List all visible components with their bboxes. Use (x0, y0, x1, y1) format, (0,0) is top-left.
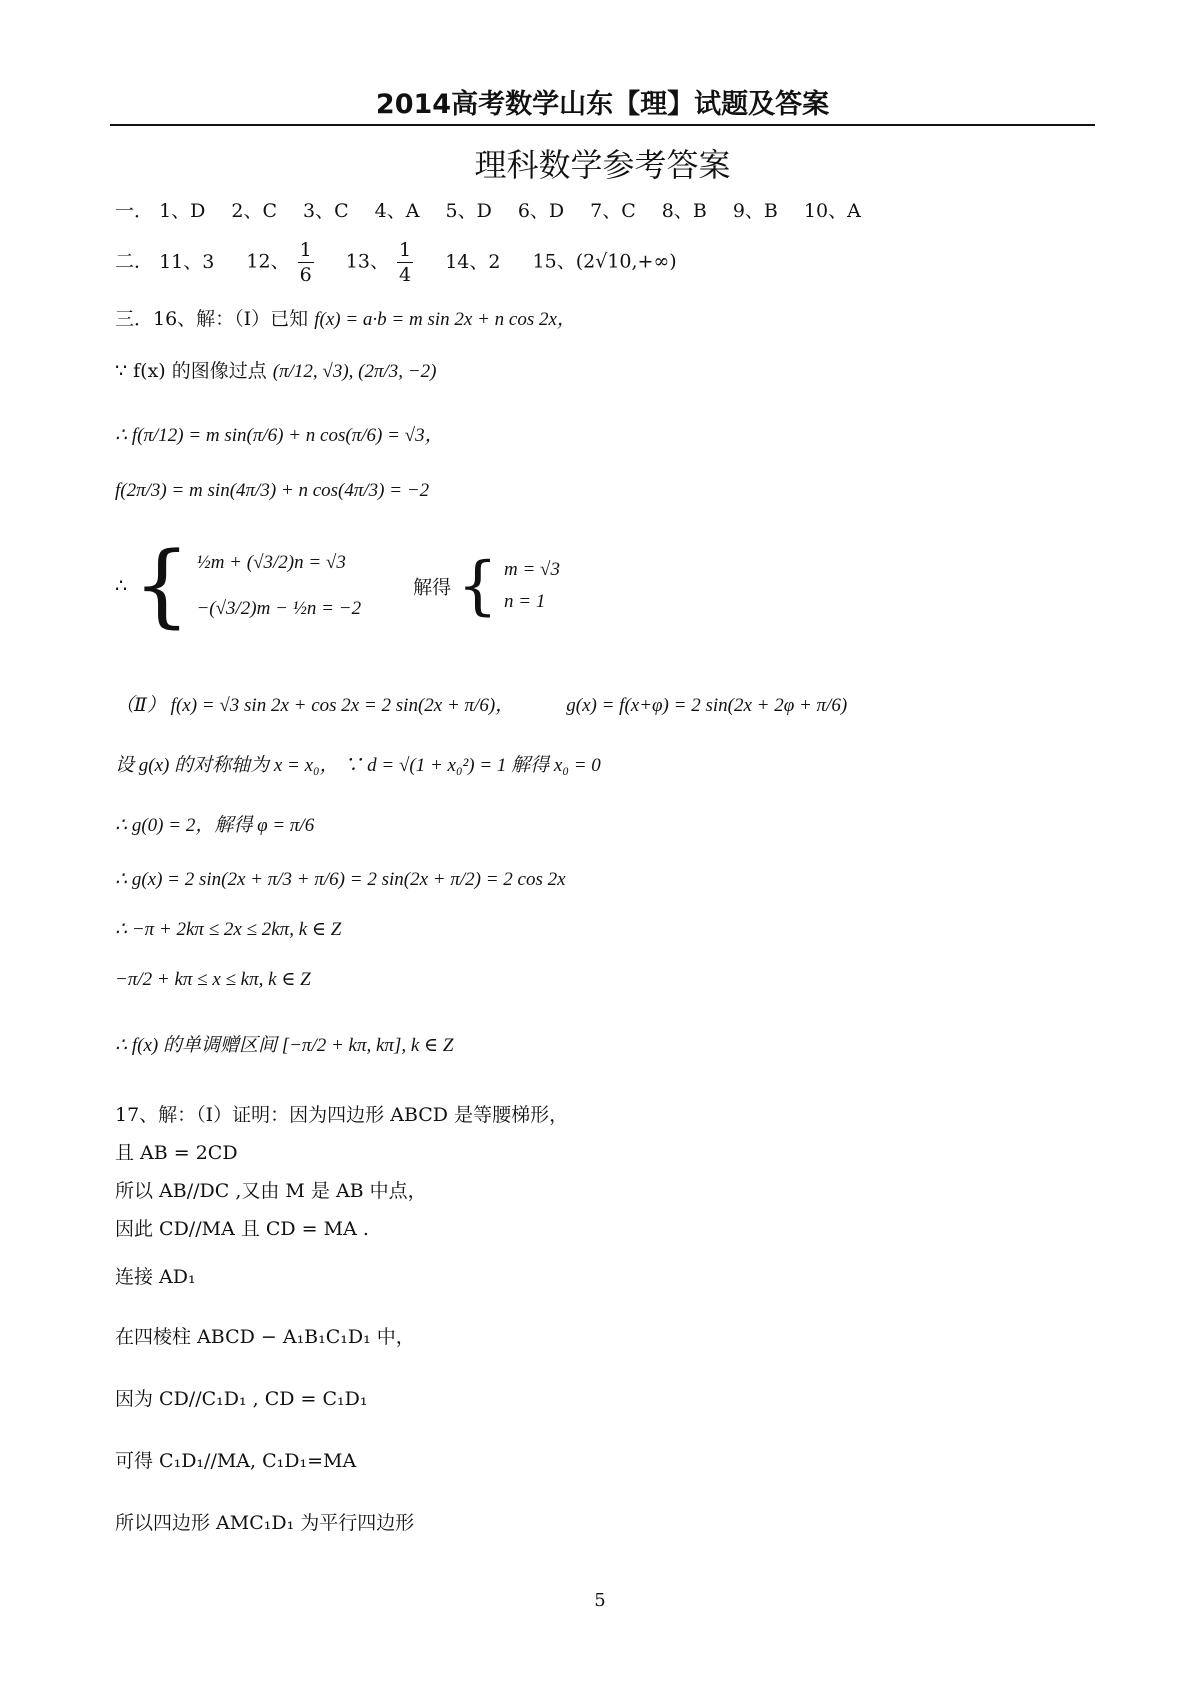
answer-13-den: 4 (399, 264, 412, 286)
choice-answer: 6、D (517, 200, 565, 222)
answer-13-num: 1 (399, 239, 412, 261)
answer-13-fraction (397, 238, 413, 287)
answer-13-label: 13、 (345, 250, 389, 273)
answer-15: 15、(2√10,+∞) (532, 250, 677, 273)
q16-part2-line-1 (115, 690, 847, 717)
q17-line-1: 17、解：（Ⅰ）证明：因为四边形 ABCD 是等腰梯形， (115, 1104, 569, 1126)
answer-11: 11、3 (159, 250, 215, 273)
part2-prefix: 二． (115, 250, 154, 273)
q16-line-2-text: ∵ f(x) 的图像过点 (115, 360, 267, 382)
solution-1: m = √3 (504, 559, 560, 580)
q17-line-3: 所以 AB//DC ,又由 M 是 AB 中点， (115, 1180, 427, 1202)
page-title: 2014高考数学山东【理】试题及答案 (375, 89, 830, 120)
q17-line-9: 所以四边形 AMC₁D₁ 为平行四边形 (115, 1512, 415, 1534)
q17-line-8: 可得 C₁D₁//MA, C₁D₁=MA (115, 1450, 357, 1472)
answer-12-label: 12、 (246, 250, 290, 273)
equation-system (196, 540, 361, 632)
q16-part2-line-2: 设 g(x) 的对称轴为 x = x₀， ∵ d = √(1 + x₀²) = 1 解得 x₀ = 0 (115, 755, 601, 776)
q16-part2-line-3: ∴ g(0) = 2，解得 φ = π/6 (115, 815, 315, 836)
answer-14: 14、2 (445, 250, 501, 273)
q16-part2-line-6: −π/2 + kπ ≤ x ≤ kπ, k ∈ Z (115, 969, 311, 990)
choice-answer: 1、D (159, 200, 206, 222)
q16-part2-line-4: ∴ g(x) = 2 sin(2x + π/3 + π/6) = 2 sin(2x + π/2) = 2 cos 2x (115, 869, 566, 890)
choice-answer: 4、A (374, 200, 420, 222)
section-title: 理科数学参考答案 (474, 146, 731, 184)
system-equation-2: −(√3/2)m − ½n = −2 (196, 598, 362, 619)
solution-2: n = 1 (504, 591, 546, 612)
choice-answer: 7、C (590, 200, 636, 222)
q16-part2-g: g(x) = f(x+φ) = 2 sin(2x + 2φ + π/6) (566, 695, 848, 716)
q16-line-3: ∴ f(π/12) = m sin(π/6) + n cos(π/6) = √3， (115, 425, 444, 446)
q17-line-2: 且 AB = 2CD (115, 1142, 238, 1164)
q16-line-1 (115, 304, 576, 331)
solution-brace: { (457, 549, 498, 623)
solution-system (504, 554, 560, 618)
q16-line-1-text: 三．16、解：（Ⅰ）已知 (115, 308, 309, 330)
q16-line-4: f(2π/3) = m sin(4π/3) + n cos(4π/3) = −2 (115, 480, 430, 501)
q17-line-6: 在四棱柱 ABCD − A₁B₁C₁D₁ 中， (115, 1326, 415, 1348)
part1-prefix: 一． (115, 200, 154, 222)
answer-12-den: 6 (299, 264, 312, 286)
header-rule (110, 124, 1095, 126)
q17-line-4: 因此 CD//MA 且 CD = MA . (115, 1218, 369, 1240)
choice-answer: 5、D (445, 200, 492, 222)
solve-label: 解得 (413, 576, 452, 599)
q17-line-5: 连接 AD₁ (115, 1266, 196, 1288)
q16-line-1-math: f(x) = a·b = m sin 2x + n cos 2x， (314, 309, 576, 330)
choice-answers (159, 200, 887, 222)
choice-answer: 2、C (231, 200, 278, 222)
choice-answer: 9、B (732, 200, 778, 222)
system-equation-1: ½m + (√3/2)n = √3 (196, 552, 346, 573)
q16-line-2-math: (π/12, √3), (2π/3, −2) (272, 361, 437, 382)
q17-line-7: 因为 CD//C₁D₁ , CD = C₁D₁ (115, 1388, 368, 1410)
choice-answer: 10、A (803, 200, 861, 222)
q16-part2-line-5: ∴ −π + 2kπ ≤ 2x ≤ 2kπ, k ∈ Z (115, 919, 342, 940)
q16-line-2 (115, 356, 436, 383)
choice-answer: 3、C (303, 200, 349, 222)
choice-answer: 8、B (661, 200, 707, 222)
q16-part2-line-7: ∴ f(x) 的单调赠区间 [−π/2 + kπ, kπ], k ∈ Z (115, 1035, 454, 1056)
q16-system: ∴ { ½m + (√3/2)n = √3 −(√3/2)m − ½n = −2 解得 { m = √3 n = 1 (115, 533, 560, 638)
page-number: 5 (594, 1590, 606, 1611)
answer-12-fraction (298, 238, 314, 287)
answer-row-choice (115, 196, 887, 223)
answer-12-num: 1 (299, 239, 312, 261)
q16-part2-f: （Ⅱ） f(x) = √3 sin 2x + cos 2x = 2 sin(2x + π/6)， (115, 695, 515, 716)
left-brace: { (133, 533, 191, 638)
answer-row-fill (115, 238, 677, 287)
